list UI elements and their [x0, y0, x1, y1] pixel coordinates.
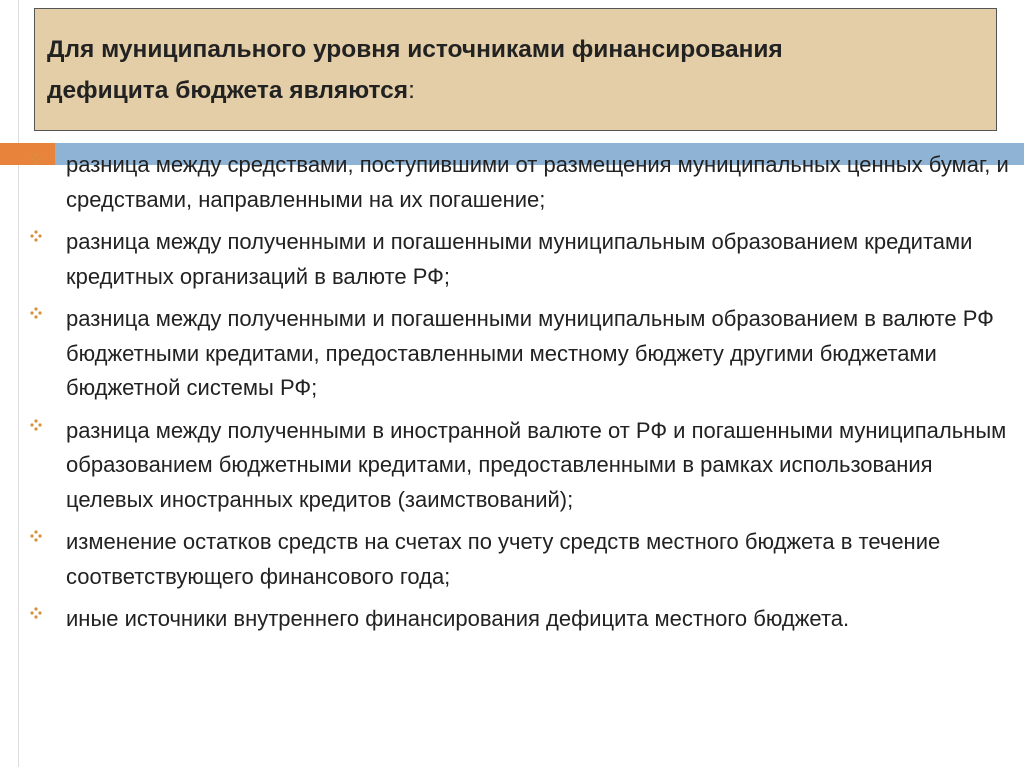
list-item [30, 148, 1010, 217]
diamond-dots-icon [30, 307, 42, 319]
title-box [34, 8, 997, 131]
list-item [30, 525, 1010, 594]
diamond-dots-icon [30, 530, 42, 542]
list-item-text: разница между полученными и погашенными муниципальным образованием в валюте РФ бюджетными кредитами, предоставленными местному бюджету другими бюджетами бюджетной системы РФ; [66, 306, 994, 400]
bullet-list [30, 148, 1010, 645]
list-item-text: иные источники внутреннего финансирования дефицита местного бюджета. [66, 606, 850, 631]
slide-title [47, 29, 984, 111]
list-item-text: разница между средствами, поступившими от размещения муниципальных ценных бумаг, и средствами, направленными на их погашение; [66, 152, 1009, 212]
diamond-dots-icon [30, 230, 42, 242]
left-divider [18, 0, 19, 767]
list-item-text: изменение остатков средств на счетах по учету средств местного бюджета в течение соответствующего финансового года; [66, 529, 941, 589]
diamond-dots-icon [30, 153, 42, 165]
diamond-dots-icon [30, 607, 42, 619]
list-item-text: разница между полученными в иностранной валюте от РФ и погашенными муниципальным образованием бюджетными кредитами, предоставленными в рамках использования целевых иностранных кредитов (заимствований); [66, 417, 1007, 512]
list-item [30, 414, 1010, 518]
title-line-2: дефицита бюджета являются [47, 77, 409, 104]
list-item-text: разница между полученными и погашенными муниципальным образованием кредитами кредитных организаций в валюте РФ; [66, 229, 973, 289]
title-line-1: Для муниципального уровня источниками финансирования [47, 36, 783, 63]
title-colon: : [408, 77, 415, 104]
list-item [30, 225, 1010, 294]
diamond-dots-icon [30, 419, 42, 431]
list-item [30, 602, 1010, 637]
list-item [30, 302, 1010, 406]
